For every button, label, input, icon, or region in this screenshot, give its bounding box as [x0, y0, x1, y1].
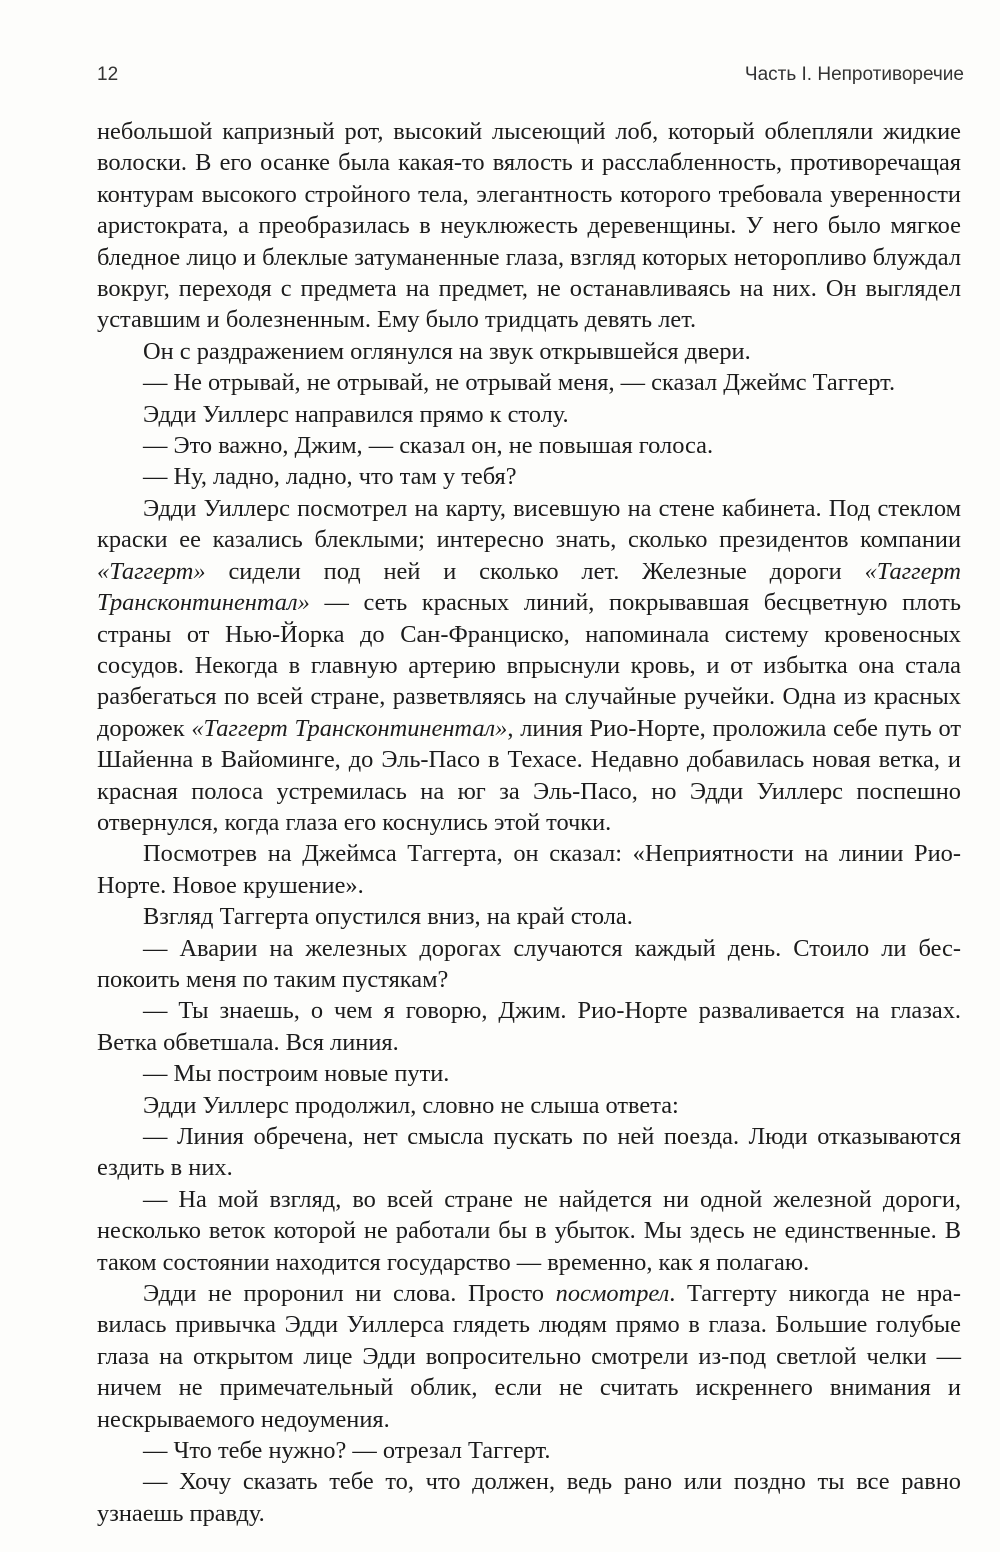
paragraph [97, 1090, 961, 1121]
text-run: Эдди не проронил ни слова. Просто [143, 1280, 556, 1308]
text-run: Эдди Уиллерс направился прямо к столу. [143, 400, 569, 428]
paragraph [97, 838, 961, 901]
paragraph [97, 367, 961, 398]
text-run: — Хочу сказать тебе то, что должен, ведь рано или поздно ты все равно узнаешь правду. [97, 1468, 961, 1527]
text-run: — На мой взгляд, во всей стране не найдется ни одной железной дороги, несколько веток которой не работали бы в убыток. Мы здесь не единственные. В таком состоянии находится государство — временно, как я полагаю. [97, 1185, 961, 1276]
text-run: Посмотрев на Джеймса Таггерта, он сказал: «Неприятности на линии Рио-Норте. Новое крушение». [97, 840, 961, 899]
text-run: — сеть красных линий, покрывавшая бесцветную плоть страны от Нью-Йорка до Сан-Франциско, напоминала систему кровеносных сосудов. Некогда в главную артерию впрыснули кровь, и от избытка она стала разбегаться по всей стране, разветвляясь на случайные ручейки. Одна из красных дорожек [97, 589, 961, 742]
text-run: Он с раздражением оглянулся на звук открывшейся двери. [143, 337, 751, 365]
text-run: — Ну, ладно, ладно, что там у тебя? [143, 463, 517, 491]
paragraph [97, 995, 961, 1058]
body-text [97, 116, 961, 1529]
italic-text: «Таггерт Трансконтинентал» [191, 714, 508, 742]
paragraph [97, 493, 961, 838]
text-run: — Мы построим новые пути. [143, 1060, 450, 1088]
text-run: — Не отрывай, не отрывай, не отрывай меня, — сказал Джеймс Таггерт. [143, 369, 896, 397]
paragraph [97, 1435, 961, 1466]
paragraph [97, 430, 961, 461]
italic-text: посмотрел [555, 1280, 670, 1308]
paragraph [97, 1466, 961, 1529]
paragraph [97, 1278, 961, 1435]
text-run: . Таггерту никогда не нравилась привычка Эдди Уиллерса глядеть людям прямо в глаза. Большие голубые глаза на открытом лице Эдди вопросительно смотрели из-под светлой челки — ничем не примечательный облик, если не считать искреннего внимания и нескрываемого недоумения. [97, 1280, 961, 1433]
paragraph [97, 1121, 961, 1184]
italic-text: «Таггерт» [97, 557, 206, 585]
page-number: 12 [97, 64, 119, 85]
text-run: небольшой капризный рот, высокий лысеющий лоб, который облепляли жидкие волоски. В его осанке была какая-то вялость и расслабленность, противоречащая контурам высокого стройного тела, элегантность которого требовала уверенности аристократа, а преобразилась в неуклюжесть деревенщины. У него было мягкое бледное лицо и блеклые затуманенные глаза, взгляд которых неторопливо блуждал вокруг, переходя с предмета на предмет, не останавливаясь на них. Он выглядел уставшим и болезненным. Ему было тридцать девять лет. [97, 118, 961, 334]
paragraph [97, 461, 961, 492]
text-run: — Это важно, Джим, — сказал он, не повышая голоса. [143, 432, 714, 460]
paragraph [97, 1058, 961, 1089]
text-run: — Линия обречена, нет смысла пускать по ней поезда. Люди отказываются ездить в них. [97, 1123, 961, 1182]
paragraph [97, 901, 961, 932]
text-run: Эдди Уиллерс продолжил, словно не слыша ответа: [143, 1091, 679, 1119]
paragraph [97, 399, 961, 430]
running-head: Часть I. Непротиворечие [744, 64, 964, 85]
paragraph [97, 336, 961, 367]
text-run: — Ты знаешь, о чем я говорю, Джим. Рио-Норте разваливается на глазах. Ветка обветшала. Вся линия. [97, 997, 961, 1056]
text-run: сидели под ней и сколько лет. Железные дороги [205, 557, 865, 585]
italic-text: «Таггерт Трансконтинентал» [97, 557, 961, 617]
page-header [97, 64, 964, 94]
text-run: Взгляд Таггерта опустился вниз, на край стола. [143, 903, 633, 931]
paragraph [97, 933, 961, 996]
text-run: — Что тебе нужно? — отрезал Таггерт. [143, 1437, 551, 1465]
paragraph [97, 116, 961, 336]
text-run: Эдди Уиллерс посмотрел на карту, висевшую на стене кабинета. Под стеклом краски ее казались блеклыми; интересно знать, сколько президентов компании [97, 494, 961, 554]
text-run: — Аварии на железных дорогах случаются каждый день. Стоило ли беспокоить меня по таким пустякам? [97, 934, 961, 993]
paragraph [97, 1184, 961, 1278]
text-run: , линия Рио-Норте, проложила себе путь от Шайенна в Вайоминге, до Эль-Пасо в Техасе. Недавно добавилась новая ветка, и красная полоса устремилась на юг за Эль-Пасо, но Эдди Уиллерс поспешно отвернулся, когда глаза его коснулись этой точки. [97, 714, 961, 836]
